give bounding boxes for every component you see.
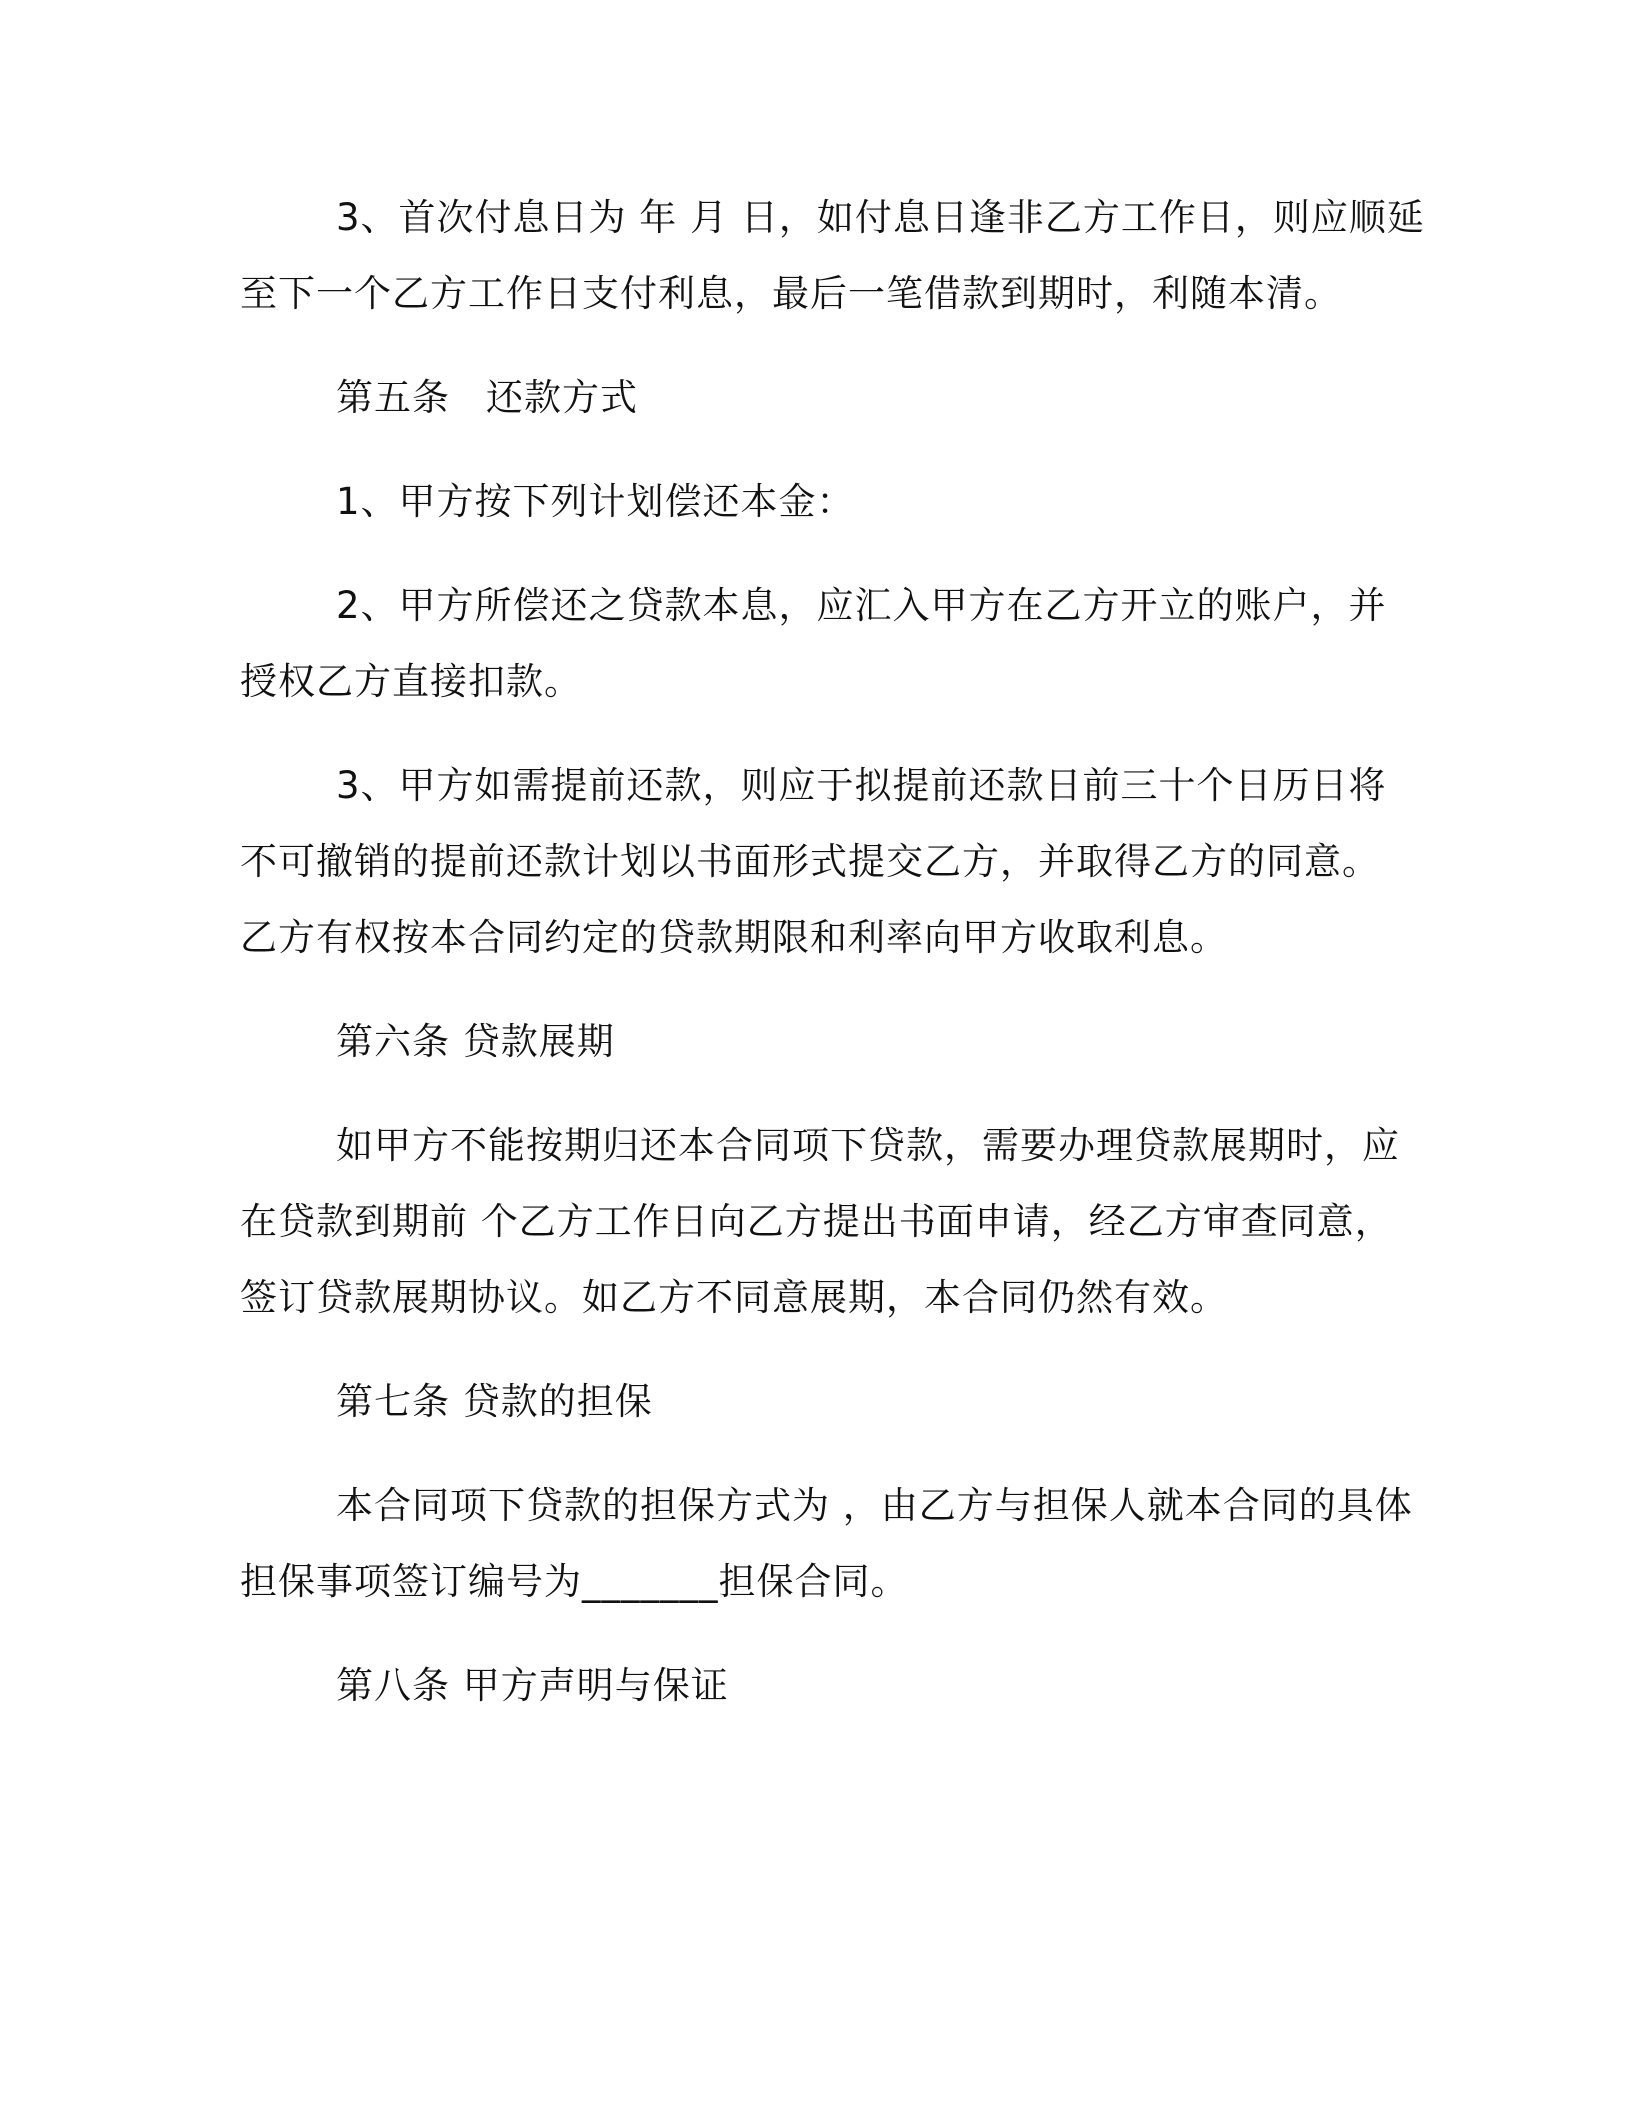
article-title: 第七条 贷款的担保: [336, 1380, 653, 1423]
article-5-item-3: [240, 748, 1390, 824]
text-line: 担保事项签订编号为_______担保合同。: [240, 1560, 909, 1603]
article-title: 第六条 贷款展期: [336, 1020, 615, 1063]
article-6-body-cont: [240, 1184, 1393, 1336]
paragraph-interest-date: [240, 180, 1425, 256]
text-line: 签订贷款展期协议。如乙方不同意展期，本合同仍然有效。: [240, 1276, 1228, 1319]
text-line: 不可撤销的提前还款计划以书面形式提交乙方，并取得乙方的同意。: [240, 840, 1380, 883]
article-title: 还款方式: [486, 376, 638, 419]
text-line: 3、甲方如需提前还款，则应于拟提前还款日前三十个日历日将: [336, 764, 1387, 807]
article-title: 第八条 甲方声明与保证: [336, 1664, 729, 1707]
text-line: 授权乙方直接扣款。: [240, 660, 582, 703]
article-5-item-2: [240, 568, 1390, 644]
text-line: 2、甲方所偿还之贷款本息，应汇入甲方在乙方开立的账户，并: [336, 584, 1387, 627]
article-6-heading: [240, 1004, 1390, 1080]
text-line: 如甲方不能按期归还本合同项下贷款，需要办理贷款展期时，应: [336, 1124, 1400, 1167]
text-line: 乙方有权按本合同约定的贷款期限和利率向甲方收取利息。: [240, 916, 1228, 959]
article-6-body: [240, 1108, 1400, 1184]
text-line: 至下一个乙方工作日支付利息，最后一笔借款到期时，利随本清。: [240, 272, 1342, 315]
document-body: [240, 180, 1425, 1752]
article-8-heading: [240, 1648, 1390, 1724]
text-line: 3、首次付息日为 年 月 日，如付息日逢非乙方工作日，则应顺延: [336, 196, 1425, 239]
article-7-body: [240, 1468, 1413, 1544]
article-5-item-2-cont: [240, 644, 1390, 720]
paragraph-interest-date-cont: [240, 256, 1390, 332]
article-7-heading: [240, 1364, 1390, 1440]
article-5-item-1: [240, 464, 1390, 540]
article-5-heading: [240, 360, 1390, 436]
article-5-item-3-cont: [240, 824, 1390, 976]
text-line: 本合同项下贷款的担保方式为 ，由乙方与担保人就本合同的具体: [336, 1484, 1413, 1527]
text-line: 在贷款到期前 个乙方工作日向乙方提出书面申请，经乙方审查同意，: [240, 1200, 1393, 1243]
article-number: 第五条: [336, 376, 450, 419]
text-line: 1、甲方按下列计划偿还本金：: [336, 480, 855, 523]
article-7-body-cont: [240, 1544, 1390, 1620]
